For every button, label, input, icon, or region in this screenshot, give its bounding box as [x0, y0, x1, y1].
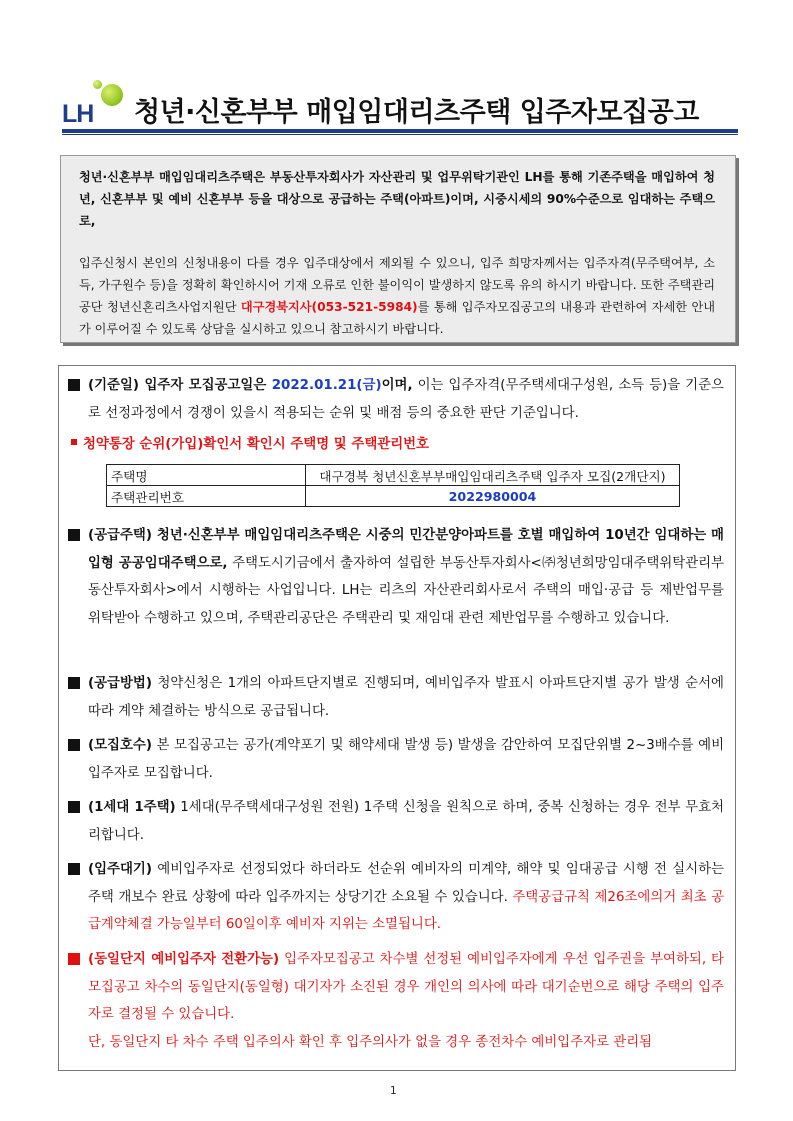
table-row — [107, 486, 680, 507]
table-cell-key: 주택명 — [107, 465, 306, 486]
sub-note: 청약통장 순위(가입)확인서 확인시 주택명 및 주택관리번호 — [71, 433, 429, 452]
square-bullet-icon — [68, 801, 80, 813]
notice-date: 2022.01.21(금) — [271, 378, 382, 393]
square-bullet-icon — [68, 863, 80, 875]
contact-office: 대구경북지사(053-521-5984) — [240, 300, 418, 314]
item-supply-method: (공급방법) 청약신청은 1개의 아파트단지별로 진행되며, 예비입주자 발표시 아파트단지별 공가 발생 순서에 따라 계약 체결하는 방식으로 공급됩니다. — [68, 670, 724, 725]
square-bullet-icon — [68, 677, 80, 689]
house-management-number: 2022980004 — [306, 486, 680, 507]
item-same-complex: (동일단지 예비입주자 전환가능) 입주자모집공고 차수별 선정된 예비입주자에게 우선 입주권을 부여하되, 타 모집공고 차수의 동일단지(동일형) 대기자가 소진된 경우 개인의 의사에 따라 대기순번으로 해당 주택의 입주자로 결정될 수 있습니다. 단, 동일단지 타 차수 주택 입주의사 확인 후 입주의사가 없을 경우 종전차수 예비입주자로 관리됨 — [68, 946, 724, 1056]
title-underline — [62, 129, 738, 133]
small-square-bullet-icon — [71, 439, 77, 445]
page-number: 1 — [390, 1085, 397, 1097]
page-title: 청년·신혼부부 매입임대리츠주택 입주자모집공고 — [134, 97, 699, 128]
square-bullet-icon — [68, 739, 80, 751]
logo-dot-large — [101, 84, 123, 106]
intro-summary-box — [60, 155, 736, 343]
lh-logo: LH — [62, 100, 94, 128]
item-supply-house: (공급주택) 청년·신혼부부 매입임대리츠주택은 시중의 민간분양아파트를 호별 매입하여 10년간 임대하는 매입형 공공임대주택으로, 주택도시기금에서 출자하여 설립한 부동산투자회사<㈜청년희망임대주택위탁관리부동산투자회사>에서 시행하는 사업입니다. LH는 리츠의 자산관리회사로서 주택의 매입·공급 등 제반업무를 위탁받아 수행하고 있으며, 주택관리공단은 주택관리 및 재임대 관련 제반업무를 수행하고 있습니다. — [68, 522, 724, 632]
intro-paragraph-2: 입주신청시 본인의 신청내용이 다를 경우 입주대상에서 제외될 수 있으니, 입주 희망자께서는 입주자격(무주택여부, 소득, 가구원수 등)을 정확히 확인하시어 기재 오류로 인한 불이익이 발생하지 않도록 유의 하시기 바랍니다. 또한 주택관리공단 청년신혼리츠사업지원단 대구경북지사(053-521-5984)를 통해 입주자모집공고의 내용과 관련하여 자세한 안내가 이루어질 수 있도록 상담을 실시하고 있으니 참고하시기 바랍니다. — [79, 256, 715, 336]
item-base-date: (기준일) 입주자 모집공고일은 2022.01.21(금)이며, 이는 입주자격(무주택세대구성원, 소득 등)을 기준으로 선정과정에서 경쟁이 있을시 적용되는 순위 및 배점 등의 중요한 판단 기준입니다. — [68, 372, 724, 427]
intro-paragraph-1: 청년·신혼부부 매입임대리츠주택은 부동산투자회사가 자산관리 및 업무위탁기관인 LH를 통해 기존주택을 매입하여 청년, 신혼부부 및 예비 신혼부부 등을 대상으로 공급하는 주택(아파트)이며, 시중시세의 90%수준으로 임대하는 주택으로, — [79, 170, 715, 228]
table-row — [107, 465, 680, 486]
house-info-table — [106, 464, 680, 507]
reserve-expiry-note: 주택공급규칙 제26조에의거 최초 공급계약체결 가능일부터 60일이후 예비자 지위는 소멸됩니다. — [88, 889, 725, 932]
table-cell-value: 대구경북 청년신혼부부매입임대리츠주택 입주자 모집(2개단지) — [306, 465, 680, 486]
item-recruit-count: (모집호수) 본 모집공고는 공가(계약포기 및 해약세대 발생 등) 발생을 감안하여 모집단위별 2~3배수를 예비입주자로 모집합니다. — [68, 732, 724, 787]
square-bullet-icon — [68, 379, 80, 391]
item-one-house: (1세대 1주택) 1세대(무주택세대구성원 전원) 1주택 신청을 원칙으로 하며, 중복 신청하는 경우 전부 무효처리합니다. — [68, 794, 724, 849]
logo-dot-small — [93, 80, 102, 89]
square-bullet-icon — [68, 953, 80, 965]
table-cell-key: 주택관리번호 — [107, 486, 306, 507]
square-bullet-icon — [68, 529, 80, 541]
item-waiting: (입주대기) 예비입주자로 선정되었다 하더라도 선순위 예비자의 미계약, 해약 및 임대공급 시행 전 실시하는 주택 개보수 완료 상황에 따라 입주까지는 상당기간 소요될 수 있습니다. 주택공급규칙 제26조에의거 최초 공급계약체결 가능일부터 60일이후 예비자 지위는 소멸됩니다. — [68, 856, 724, 939]
title-underline-thin — [62, 134, 738, 135]
